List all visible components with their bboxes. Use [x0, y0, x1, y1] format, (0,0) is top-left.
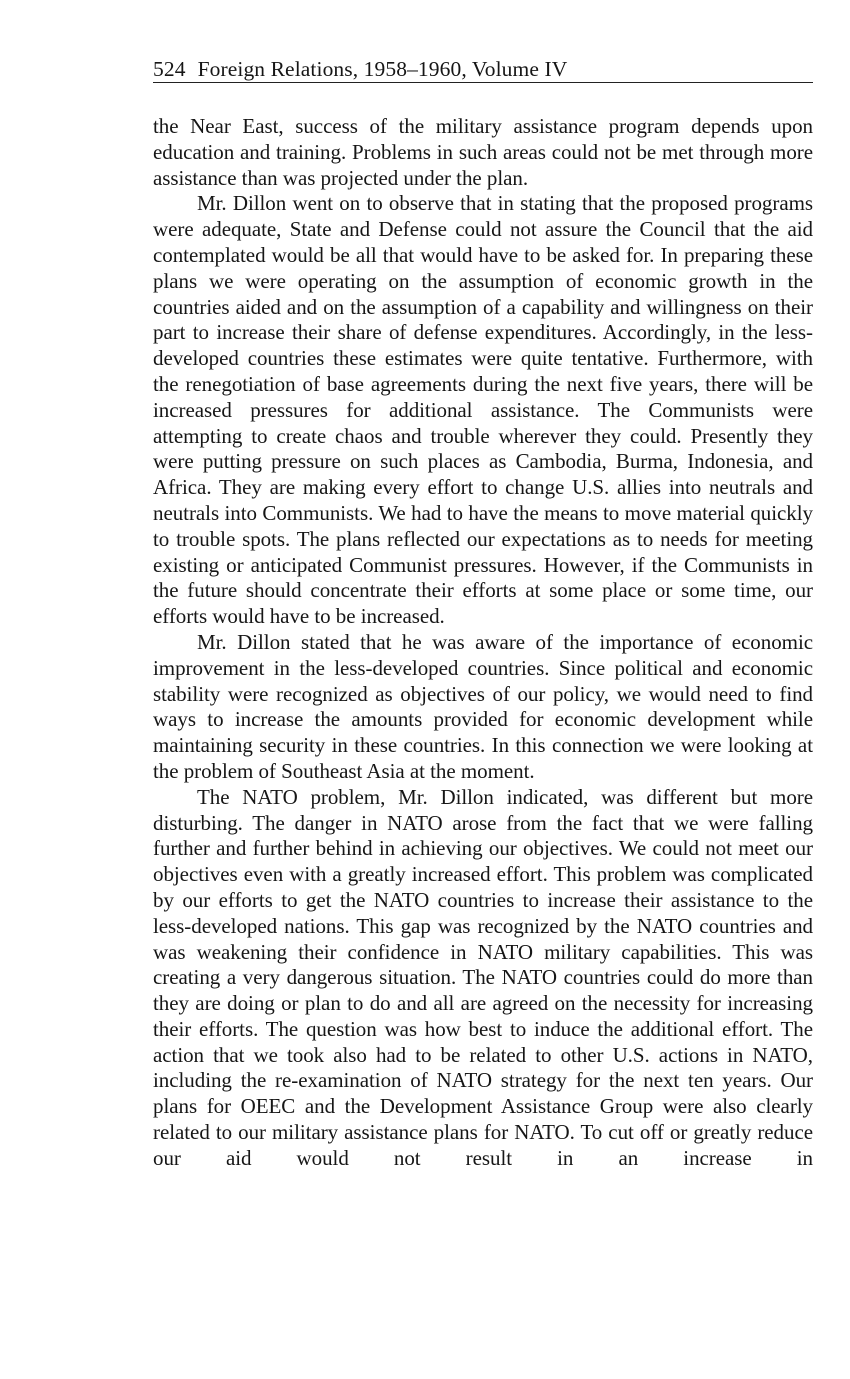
paragraph-dillon-adequacy: Mr. Dillon went on to observe that in stating that the proposed programs were adequate, State and Defense could not assure the Council that the aid contemplated would be all that would have to be asked for. In preparing these plans we were operating on the assumption of economic growth in the countries aided and on the assumption of a capability and willingness on their part to increase their share of defense expenditures. Accordingly, in the less-developed countries these estimates were quite tentative. Furthermore, with the renegotiation of base agreements during the next five years, there will be increased pressures for additional assistance. The Communists were attempting to create chaos and trouble wherever they could. Presently they were putting pressure on such places as Cambodia, Burma, Indonesia, and Africa. They are making every effort to change U.S. allies into neutrals and neutrals into Communists. We had to have the means to move material quickly to trouble spots. The plans reflected our expectations as to needs for meeting existing or anticipated Communist pressures. However, if the Communists in the future should concentrate their efforts at some place or some time, our efforts would have to be increased.: [153, 191, 813, 629]
body-text: [153, 114, 813, 1172]
page-number: 524: [153, 57, 186, 81]
document-page: [153, 56, 813, 1172]
running-header: [153, 56, 813, 83]
volume-title: Foreign Relations, 1958–1960, Volume IV: [197, 57, 568, 81]
paragraph-economic-improvement: Mr. Dillon stated that he was aware of the importance of economic improvement in the less-developed countries. Since political and economic stability were recognized as objectives of our policy, we would need to find ways to increase the amounts provided for economic development while maintaining security in these countries. In this connection we were looking at the problem of Southeast Asia at the moment.: [153, 629, 813, 783]
paragraph-continuation: the Near East, success of the military assistance program depends upon education and training. Problems in such areas could not be met through more assistance than was projected under the plan.: [153, 114, 813, 190]
paragraph-nato-problem: The NATO problem, Mr. Dillon indicated, was different but more disturbing. The danger in NATO arose from the fact that we were falling further and further behind in achieving our objectives. We could not meet our objectives even with a greatly increased effort. This problem was complicated by our efforts to get the NATO countries to increase their assistance to the less-developed nations. This gap was recognized by the NATO countries and was weakening their confidence in NATO military capabilities. This was creating a very dangerous situation. The NATO countries could do more than they are doing or plan to do and all are agreed on the necessity for increasing their efforts. The question was how best to induce the additional effort. The action that we took also had to be related to other U.S. actions in NATO, including the re-examination of NATO strategy for the next ten years. Our plans for OEEC and the Development Assistance Group were also clearly related to our military assistance plans for NATO. To cut off or greatly reduce our aid would not result in an increase in: [153, 784, 813, 1170]
